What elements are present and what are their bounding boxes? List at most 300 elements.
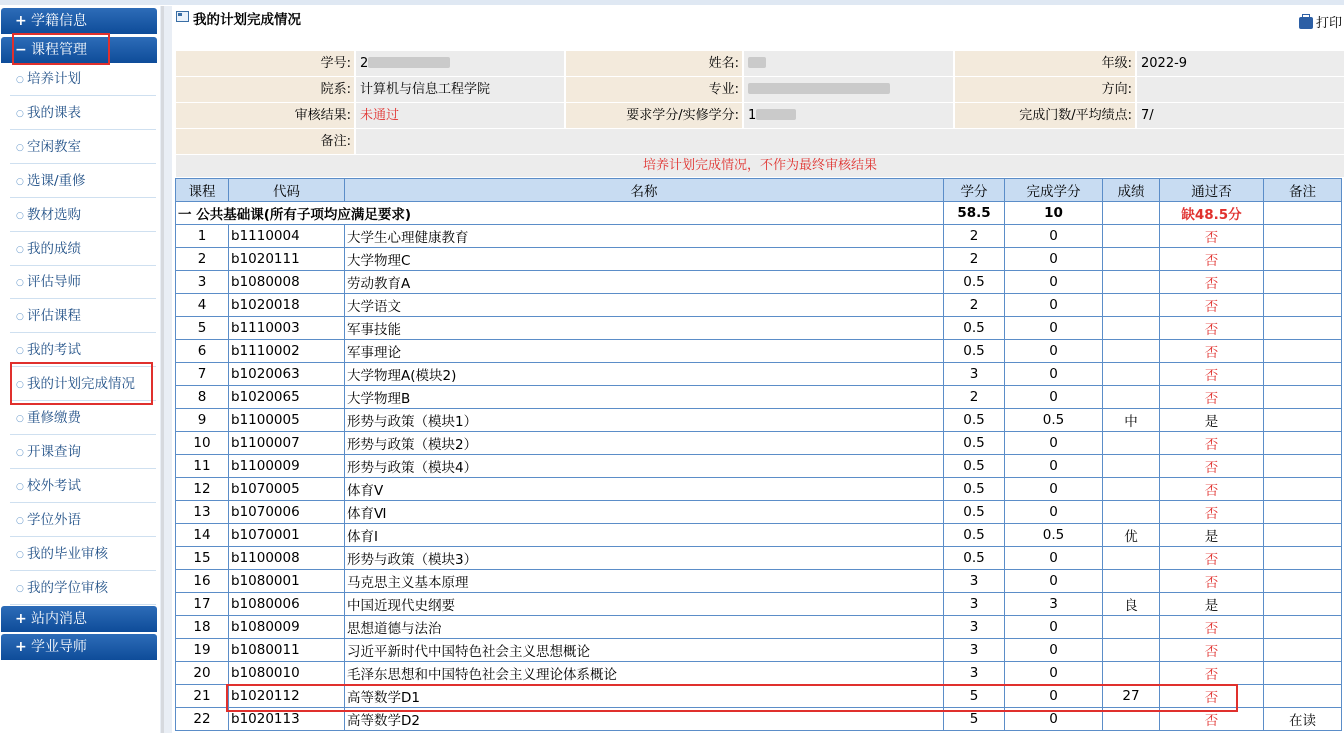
sidebar-item[interactable] [10, 199, 156, 232]
course-credit: 3 [944, 593, 1005, 616]
completed-label: 完成门数/平均绩点: [955, 103, 1135, 128]
sidebar-item[interactable] [10, 436, 156, 469]
credits-text: 1 [748, 108, 757, 123]
course-credit: 2 [944, 386, 1005, 409]
plus-icon: + [15, 13, 27, 29]
completed-credit: 0 [1005, 271, 1103, 294]
course-score: 27 [1103, 685, 1160, 708]
course-number: 10 [176, 432, 229, 455]
course-number: 5 [176, 317, 229, 340]
course-name: 思想道德与法治 [345, 616, 944, 639]
course-code: b1020065 [229, 386, 345, 409]
course-score [1103, 616, 1160, 639]
student-info-panel [176, 51, 1344, 155]
passed-status: 否 [1160, 708, 1264, 731]
column-header-completed-credit[interactable]: 完成学分 [1005, 179, 1103, 202]
course-credit: 3 [944, 662, 1005, 685]
student-id-text: 2 [360, 56, 369, 71]
sidebar-item[interactable] [10, 538, 156, 571]
sidebar-item[interactable] [10, 233, 156, 266]
info-row [176, 129, 1344, 155]
sidebar-item-label: 校外考试 [27, 477, 81, 494]
passed-status: 否 [1160, 501, 1264, 524]
course-code: b1020112 [229, 685, 345, 708]
sidebar-section-course-management[interactable] [1, 37, 157, 63]
completed-credit: 0 [1005, 455, 1103, 478]
plus-icon: + [15, 611, 27, 627]
course-number: 4 [176, 294, 229, 317]
sidebar-item-label: 培养计划 [27, 71, 81, 87]
course-name: 大学物理B [345, 386, 944, 409]
course-score [1103, 294, 1160, 317]
course-credit: 0.5 [944, 317, 1005, 340]
course-score [1103, 639, 1160, 662]
course-name: 习近平新时代中国特色社会主义思想概论 [345, 639, 944, 662]
completed-credit: 0 [1005, 685, 1103, 708]
passed-status: 否 [1160, 271, 1264, 294]
course-credit: 3 [944, 363, 1005, 386]
sidebar-item[interactable] [10, 165, 156, 198]
course-remark [1264, 409, 1342, 432]
course-code: b1080001 [229, 570, 345, 593]
passed-status: 是 [1160, 593, 1264, 616]
remark-label: 备注: [176, 129, 354, 154]
course-credit: 0.5 [944, 547, 1005, 570]
course-name: 体育Ⅰ [345, 524, 944, 547]
column-header-course[interactable]: 课程 [176, 179, 229, 202]
window-icon [176, 11, 189, 22]
course-code: b1020113 [229, 708, 345, 731]
course-score [1103, 455, 1160, 478]
completed-credit: 0 [1005, 616, 1103, 639]
table-row [176, 524, 1342, 547]
sidebar-item-label: 评估课程 [27, 308, 81, 325]
splitter-line [161, 6, 164, 733]
sidebar-item-label: 我的计划完成情况 [27, 376, 135, 393]
course-code: b1020111 [229, 248, 345, 271]
group-name: 一 公共基础课(所有子项均应满足要求) [176, 202, 944, 225]
bullet-icon: ○ [16, 142, 24, 153]
completed-credit: 0.5 [1005, 524, 1103, 547]
course-code: b1110004 [229, 225, 345, 248]
table-row [176, 409, 1342, 432]
course-name: 军事技能 [345, 317, 944, 340]
course-name: 大学物理A(模块2) [345, 363, 944, 386]
info-row [176, 103, 1344, 129]
group-score [1103, 202, 1160, 225]
course-number: 16 [176, 570, 229, 593]
course-remark [1264, 248, 1342, 271]
bullet-icon: ○ [16, 549, 24, 560]
main-content [172, 0, 1344, 733]
table-row [176, 501, 1342, 524]
course-credit: 0.5 [944, 271, 1005, 294]
course-number: 18 [176, 616, 229, 639]
sidebar-item-label: 选课/重修 [27, 172, 86, 189]
redaction [748, 83, 890, 94]
group-completed: 10 [1005, 202, 1103, 225]
sidebar-item-label: 教材选购 [27, 206, 81, 223]
table-row [176, 317, 1342, 340]
course-score [1103, 248, 1160, 271]
title-bar [172, 8, 1344, 31]
bullet-icon: ○ [16, 414, 24, 424]
completed-value: 7/ [1137, 103, 1344, 128]
info-row [176, 51, 1344, 77]
course-credit: 3 [944, 616, 1005, 639]
sidebar-item-label: 我的课表 [27, 104, 81, 121]
course-credit: 0.5 [944, 432, 1005, 455]
course-credit: 0.5 [944, 409, 1005, 432]
passed-status: 是 [1160, 409, 1264, 432]
course-remark [1264, 478, 1342, 501]
course-number: 20 [176, 662, 229, 685]
course-remark [1264, 593, 1342, 616]
course-number: 11 [176, 455, 229, 478]
completed-credit: 0 [1005, 294, 1103, 317]
course-remark [1264, 386, 1342, 409]
course-name: 劳动教育A [345, 271, 944, 294]
passed-status: 否 [1160, 225, 1264, 248]
passed-status: 否 [1160, 662, 1264, 685]
notice-banner: 培养计划完成情况，不作为最终审核结果 [176, 155, 1344, 177]
course-credit: 2 [944, 248, 1005, 271]
completed-credit: 0 [1005, 432, 1103, 455]
sidebar-item-label: 我的学位审核 [27, 579, 108, 596]
dept-label: 院系: [176, 77, 354, 102]
completed-credit: 3 [1005, 593, 1103, 616]
course-number: 2 [176, 248, 229, 271]
course-number: 14 [176, 524, 229, 547]
course-number: 13 [176, 501, 229, 524]
course-remark [1264, 455, 1342, 478]
credits-value [744, 103, 953, 128]
sidebar-item[interactable] [10, 97, 156, 130]
course-remark [1264, 271, 1342, 294]
course-code: b1080011 [229, 639, 345, 662]
bullet-icon: ○ [16, 583, 24, 594]
table-row [176, 340, 1342, 363]
sidebar-section-label: 课程管理 [31, 42, 87, 58]
course-number: 15 [176, 547, 229, 570]
course-remark [1264, 363, 1342, 386]
course-name: 高等数学D1 [345, 685, 944, 708]
table-row [176, 271, 1342, 294]
minus-icon: − [15, 42, 27, 58]
student-id-label: 学号: [176, 51, 354, 76]
sidebar-item[interactable] [10, 334, 156, 367]
passed-status: 否 [1160, 478, 1264, 501]
bullet-icon: ○ [16, 346, 24, 357]
course-name: 毛泽东思想和中国特色社会主义理论体系概论 [345, 662, 944, 685]
bullet-icon: ○ [16, 515, 24, 526]
sidebar-item[interactable] [10, 131, 156, 164]
passed-status: 否 [1160, 570, 1264, 593]
printer-icon [1299, 17, 1313, 29]
course-code: b1100005 [229, 409, 345, 432]
column-header-code[interactable]: 代码 [229, 179, 345, 202]
course-name: 大学语文 [345, 294, 944, 317]
passed-status: 否 [1160, 616, 1264, 639]
completed-credit: 0 [1005, 478, 1103, 501]
course-number: 7 [176, 363, 229, 386]
sidebar-item-label: 我的毕业审核 [27, 545, 108, 562]
course-score [1103, 340, 1160, 363]
group-row [176, 202, 1342, 225]
sidebar-item[interactable] [10, 470, 156, 503]
sidebar-section-label: 学籍信息 [31, 13, 87, 29]
grade-label: 年级: [955, 51, 1135, 76]
completed-credit: 0 [1005, 639, 1103, 662]
course-remark [1264, 639, 1342, 662]
course-credit: 3 [944, 570, 1005, 593]
course-remark [1264, 501, 1342, 524]
completed-credit: 0 [1005, 708, 1103, 731]
table-row [176, 616, 1342, 639]
sidebar-item-label: 重修缴费 [27, 410, 81, 426]
course-credit: 2 [944, 225, 1005, 248]
course-remark [1264, 432, 1342, 455]
course-name: 形势与政策（模块4） [345, 455, 944, 478]
sidebar-item[interactable] [10, 368, 156, 401]
course-name: 体育Ⅵ [345, 501, 944, 524]
course-credit: 0.5 [944, 478, 1005, 501]
table-row [176, 432, 1342, 455]
course-remark [1264, 685, 1342, 708]
course-name: 中国近现代史纲要 [345, 593, 944, 616]
remark-value [356, 129, 1344, 154]
course-name: 形势与政策（模块3） [345, 547, 944, 570]
course-score [1103, 547, 1160, 570]
name-value [744, 51, 953, 76]
column-header-credit[interactable]: 学分 [944, 179, 1005, 202]
course-score [1103, 363, 1160, 386]
table-row [176, 593, 1342, 616]
passed-status: 否 [1160, 547, 1264, 570]
column-header-passed[interactable]: 通过否 [1160, 179, 1264, 202]
sidebar-item[interactable] [10, 300, 156, 333]
course-credit: 0.5 [944, 340, 1005, 363]
table-header-row [176, 179, 1342, 202]
course-score [1103, 317, 1160, 340]
completed-credit: 0 [1005, 501, 1103, 524]
column-header-name[interactable]: 名称 [345, 179, 944, 202]
redaction [748, 57, 766, 68]
table-row [176, 547, 1342, 570]
page-title: 我的计划完成情况 [193, 12, 301, 28]
course-remark [1264, 524, 1342, 547]
course-name: 形势与政策（模块1） [345, 409, 944, 432]
sidebar-section-messages[interactable] [1, 606, 157, 632]
course-score [1103, 708, 1160, 731]
course-remark: 在读 [1264, 708, 1342, 731]
direction-value [1137, 77, 1344, 102]
course-code: b1100008 [229, 547, 345, 570]
course-score [1103, 386, 1160, 409]
bullet-icon: ○ [16, 176, 24, 187]
sidebar [0, 6, 160, 733]
bullet-icon: ○ [16, 210, 24, 221]
completed-credit: 0 [1005, 570, 1103, 593]
print-button[interactable] [1299, 12, 1342, 31]
sidebar-section-advisor[interactable] [1, 634, 157, 660]
redaction [756, 109, 796, 120]
grade-value: 2022-9 [1137, 51, 1344, 76]
bullet-icon: ○ [16, 380, 24, 391]
course-credit: 2 [944, 294, 1005, 317]
sidebar-section-student-info[interactable] [1, 8, 157, 34]
sidebar-item-label: 空闲教室 [27, 138, 81, 155]
sidebar-item[interactable] [10, 266, 156, 299]
bullet-icon: ○ [16, 244, 24, 255]
course-remark [1264, 616, 1342, 639]
course-code: b1080008 [229, 271, 345, 294]
passed-status: 否 [1160, 340, 1264, 363]
name-label: 姓名: [566, 51, 742, 76]
table-row [176, 455, 1342, 478]
passed-status: 否 [1160, 386, 1264, 409]
course-number: 9 [176, 409, 229, 432]
course-remark [1264, 547, 1342, 570]
passed-status: 否 [1160, 317, 1264, 340]
course-number: 8 [176, 386, 229, 409]
column-header-score[interactable]: 成绩 [1103, 179, 1160, 202]
completed-credit: 0 [1005, 317, 1103, 340]
table-row [176, 685, 1342, 708]
course-number: 12 [176, 478, 229, 501]
course-credit: 0.5 [944, 524, 1005, 547]
table-row [176, 639, 1342, 662]
bullet-icon: ○ [16, 447, 24, 458]
course-score: 中 [1103, 409, 1160, 432]
course-score [1103, 501, 1160, 524]
bullet-icon: ○ [16, 312, 24, 323]
table-row [176, 248, 1342, 271]
completed-credit: 0 [1005, 363, 1103, 386]
course-name: 高等数学D2 [345, 708, 944, 731]
sidebar-item[interactable] [10, 504, 156, 537]
course-credit: 0.5 [944, 455, 1005, 478]
passed-status: 否 [1160, 294, 1264, 317]
course-code: b1070001 [229, 524, 345, 547]
table-row [176, 662, 1342, 685]
course-code: b1080009 [229, 616, 345, 639]
group-credit: 58.5 [944, 202, 1005, 225]
course-number: 6 [176, 340, 229, 363]
course-remark [1264, 317, 1342, 340]
course-name: 大学生心理健康教育 [345, 225, 944, 248]
direction-label: 方向: [955, 77, 1135, 102]
redaction [368, 57, 450, 68]
sidebar-item[interactable] [10, 63, 156, 96]
completed-credit: 0 [1005, 547, 1103, 570]
table-row [176, 386, 1342, 409]
column-header-remark[interactable]: 备注 [1264, 179, 1342, 202]
sidebar-item-label: 学位外语 [27, 511, 81, 528]
passed-status: 是 [1160, 524, 1264, 547]
completed-credit: 0 [1005, 340, 1103, 363]
course-remark [1264, 570, 1342, 593]
info-row [176, 77, 1344, 103]
course-credit: 5 [944, 685, 1005, 708]
course-score: 优 [1103, 524, 1160, 547]
course-score [1103, 271, 1160, 294]
course-number: 22 [176, 708, 229, 731]
passed-status: 否 [1160, 248, 1264, 271]
major-label: 专业: [566, 77, 742, 102]
sidebar-item-label: 评估导师 [27, 274, 81, 291]
sidebar-item-label: 我的考试 [27, 342, 81, 359]
table-row [176, 570, 1342, 593]
table-row [176, 708, 1342, 731]
course-score: 良 [1103, 593, 1160, 616]
sidebar-section-label: 学业导师 [31, 639, 87, 655]
table-row [176, 363, 1342, 386]
course-code: b1110002 [229, 340, 345, 363]
student-id-value [356, 51, 564, 76]
course-number: 17 [176, 593, 229, 616]
completed-credit: 0.5 [1005, 409, 1103, 432]
course-code: b1100009 [229, 455, 345, 478]
course-code: b1100007 [229, 432, 345, 455]
table-row [176, 478, 1342, 501]
passed-status: 否 [1160, 363, 1264, 386]
course-name: 体育Ⅴ [345, 478, 944, 501]
course-remark [1264, 294, 1342, 317]
course-remark [1264, 340, 1342, 363]
passed-status: 否 [1160, 432, 1264, 455]
completed-credit: 0 [1005, 386, 1103, 409]
course-code: b1070005 [229, 478, 345, 501]
course-score [1103, 570, 1160, 593]
course-code: b1110003 [229, 317, 345, 340]
course-score [1103, 478, 1160, 501]
course-code: b1080006 [229, 593, 345, 616]
course-code: b1020063 [229, 363, 345, 386]
course-code: b1080010 [229, 662, 345, 685]
group-passed: 缺48.5分 [1160, 202, 1264, 225]
audit-label: 审核结果: [176, 103, 354, 128]
audit-result: 未通过 [356, 103, 564, 128]
sidebar-item-label: 我的成绩 [27, 240, 81, 257]
bullet-icon: ○ [16, 75, 24, 85]
sidebar-item[interactable] [10, 402, 156, 435]
major-value [744, 77, 953, 102]
course-name: 马克思主义基本原理 [345, 570, 944, 593]
passed-status: 否 [1160, 685, 1264, 708]
course-number: 21 [176, 685, 229, 708]
course-credit: 0.5 [944, 501, 1005, 524]
group-remark [1264, 202, 1342, 225]
course-number: 1 [176, 225, 229, 248]
bullet-icon: ○ [16, 108, 24, 119]
table-row [176, 225, 1342, 248]
completed-credit: 0 [1005, 248, 1103, 271]
plan-table [175, 178, 1342, 731]
course-remark [1264, 662, 1342, 685]
print-label: 打印 [1315, 16, 1342, 31]
course-score [1103, 432, 1160, 455]
course-score [1103, 662, 1160, 685]
sidebar-item[interactable] [10, 572, 156, 605]
course-credit: 5 [944, 708, 1005, 731]
course-name: 大学物理C [345, 248, 944, 271]
course-code: b1020018 [229, 294, 345, 317]
passed-status: 否 [1160, 455, 1264, 478]
plus-icon: + [15, 639, 27, 655]
course-number: 19 [176, 639, 229, 662]
course-code: b1070006 [229, 501, 345, 524]
